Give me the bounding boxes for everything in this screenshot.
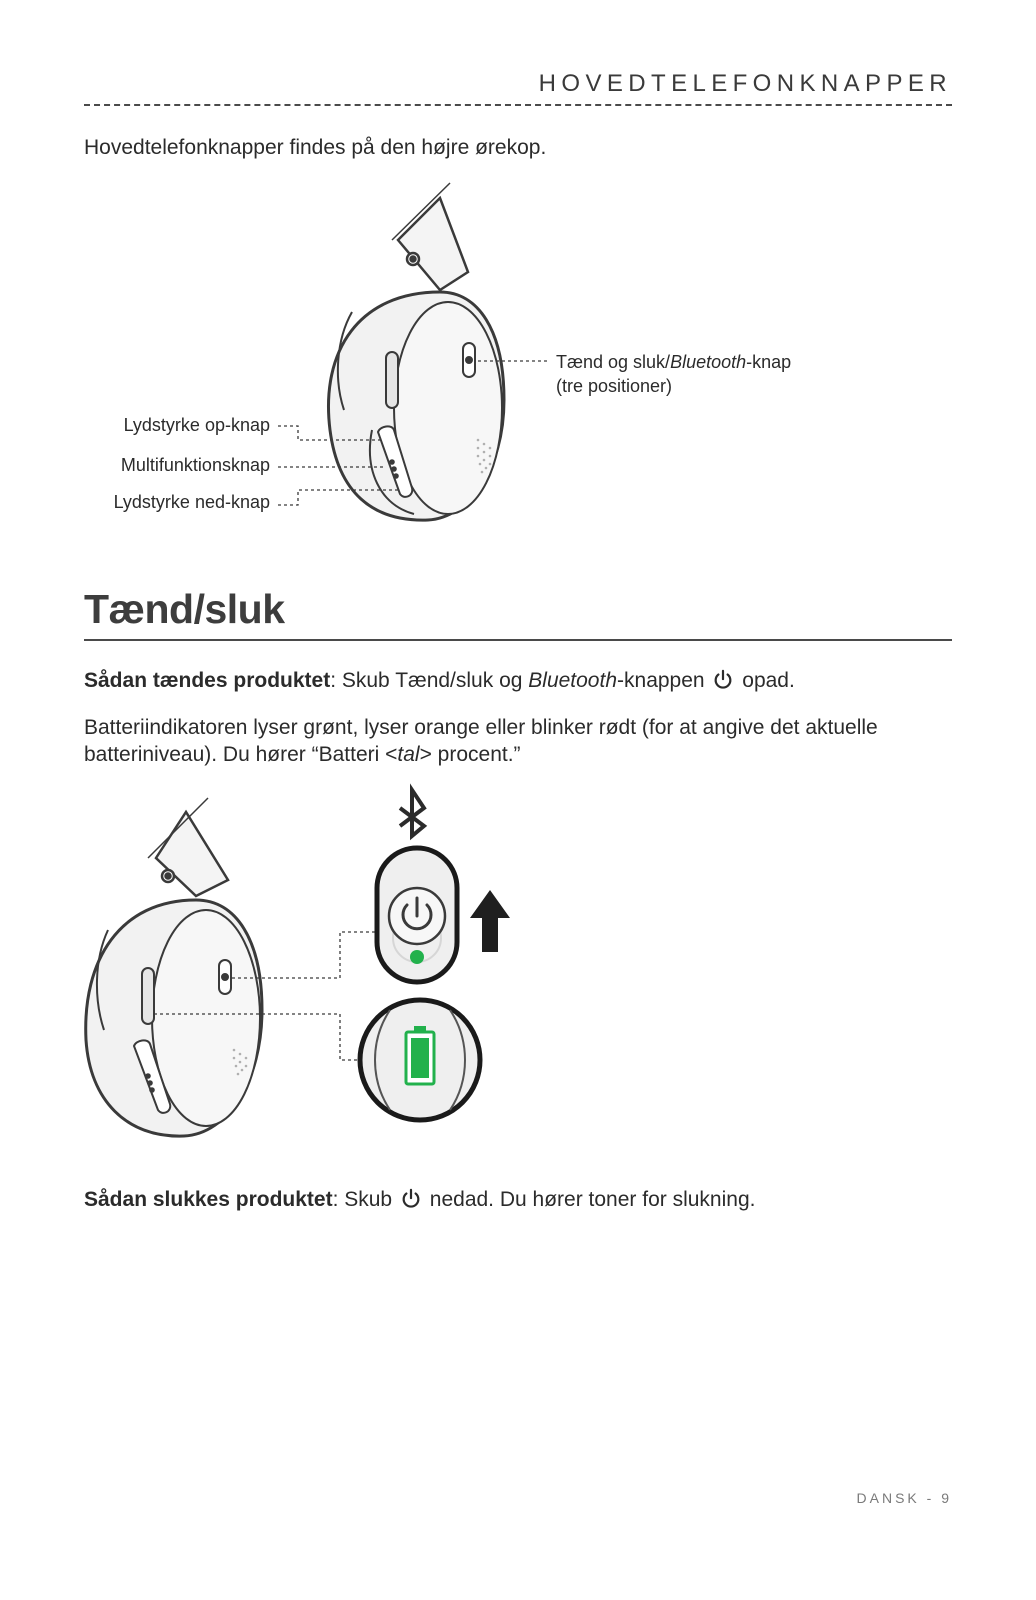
callout-multifunction: Multifunktionsknap bbox=[120, 455, 270, 475]
earcup bbox=[86, 900, 262, 1136]
power-on-text-a: : Skub Tænd/sluk og bbox=[330, 669, 529, 692]
battery-text-italic: tal bbox=[397, 743, 420, 766]
power-icon bbox=[712, 669, 734, 691]
callout-power-b: Bluetooth bbox=[670, 352, 747, 372]
headband bbox=[392, 183, 468, 290]
callout-power-button bbox=[556, 350, 791, 398]
section-title: Tænd/sluk bbox=[84, 586, 285, 632]
power-switch bbox=[219, 960, 231, 994]
power-switch-detail bbox=[377, 848, 457, 982]
callout-volume-up: Lydstyrke op-knap bbox=[123, 415, 270, 435]
callout-power-line2: (tre positioner) bbox=[556, 376, 673, 396]
battery-text-b: > procent.” bbox=[419, 743, 521, 766]
section-divider bbox=[84, 639, 952, 641]
running-header: HOVEDTELEFONKNAPPER bbox=[538, 70, 952, 97]
power-off-text-b: nedad. Du hører toner for slukning. bbox=[423, 1188, 756, 1211]
power-on-label: Sådan tændes produktet bbox=[84, 669, 331, 692]
callout-power-c: -knap bbox=[746, 352, 792, 372]
power-off-label: Sådan slukkes produktet bbox=[84, 1188, 333, 1211]
power-on-text-c: opad. bbox=[736, 669, 795, 692]
side-slot bbox=[386, 352, 398, 408]
power-on-text-italic: Bluetooth bbox=[528, 669, 618, 692]
headphone-buttons-figure bbox=[0, 170, 1036, 540]
callout-power-a: Tænd og sluk/ bbox=[556, 352, 671, 372]
headband bbox=[148, 798, 228, 896]
battery-description bbox=[84, 714, 964, 768]
earcup bbox=[328, 292, 504, 520]
battery-icon bbox=[406, 1026, 434, 1084]
power-off-text-a: : Skub bbox=[332, 1188, 398, 1211]
status-led bbox=[410, 950, 424, 964]
power-off-instruction bbox=[84, 1186, 964, 1213]
battery-text-a: Batteriindikatoren lyser grønt, lyser orange eller blinker rødt (for at angive det aktuelle batteriniveau). Du hører “Batteri < bbox=[84, 716, 878, 766]
intro-text: Hovedtelefonknapper findes på den højre ørekop. bbox=[84, 136, 547, 159]
power-on-instruction bbox=[84, 667, 964, 694]
side-slot bbox=[142, 968, 154, 1024]
power-on-text-b: -knappen bbox=[617, 669, 705, 692]
power-switch-figure bbox=[0, 780, 1036, 1150]
bluetooth-icon bbox=[400, 790, 424, 836]
header-divider bbox=[84, 104, 952, 106]
page-footer: DANSK - 9 bbox=[856, 1490, 952, 1506]
arrow-up-icon bbox=[470, 890, 510, 952]
power-switch bbox=[463, 343, 475, 377]
battery-detail bbox=[360, 1000, 480, 1120]
callout-volume-down: Lydstyrke ned-knap bbox=[113, 492, 270, 512]
power-icon bbox=[400, 1188, 422, 1210]
